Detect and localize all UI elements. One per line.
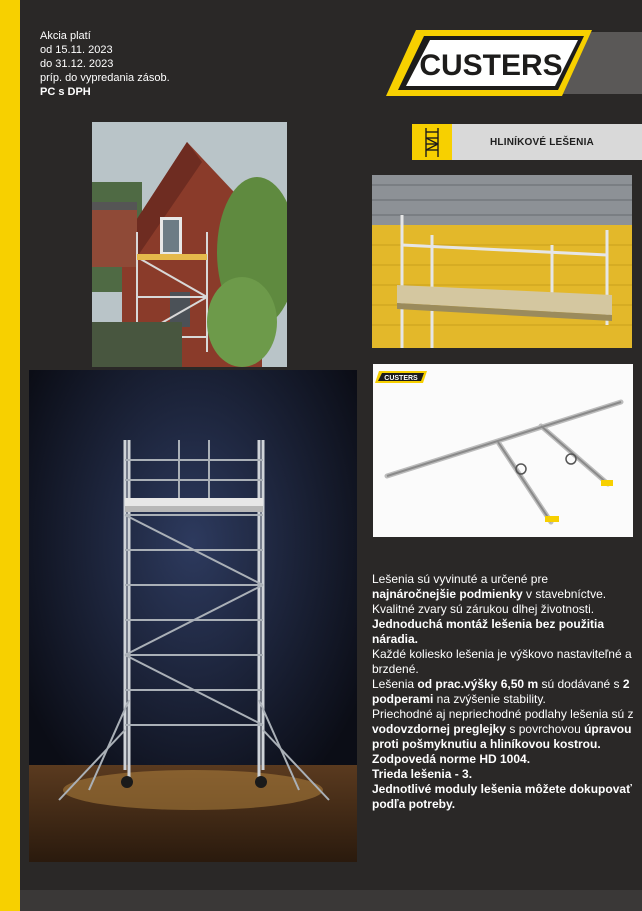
desc-paragraph-6 xyxy=(372,707,634,752)
desc-paragraph-1 xyxy=(372,572,634,602)
small-logo-text: CUSTERS xyxy=(384,375,418,382)
category-label: HLINÍKOVÉ LEŠENIA xyxy=(490,137,594,148)
desc-s2: najnáročnejšie podmienky xyxy=(372,587,523,601)
yellow-wall-scaffold-photo xyxy=(372,175,632,348)
desc-s16: Zodpovedá norme HD 1004. xyxy=(372,752,531,766)
footer-band xyxy=(20,890,642,911)
desc-s14: s povrchovou xyxy=(506,722,585,736)
desc-s11: na zvýšenie stability. xyxy=(433,692,546,706)
desc-s6: Každé koliesko lešenia je výškovo nastaviteľné a brzdené. xyxy=(372,647,632,676)
desc-paragraph-5 xyxy=(372,677,634,707)
desc-s4: Kvalitné zvary sú zárukou dlhej životnosti. xyxy=(372,602,595,616)
promo-line-2: od 15.11. 2023 xyxy=(40,44,113,56)
custers-logo xyxy=(386,30,592,96)
main-scaffold-photo xyxy=(29,370,357,862)
desc-s8: od prac.výšky 6,50 m xyxy=(417,677,539,691)
category-tab xyxy=(412,124,452,160)
promo-line-1: Akcia platí xyxy=(40,30,91,42)
house-scaffold-photo xyxy=(92,122,287,367)
desc-s12: Priechodné aj nepriechodné podlahy lešenia sú z xyxy=(372,707,634,721)
desc-s3: v stavebníctve. xyxy=(522,587,607,601)
promo-validity xyxy=(40,29,170,99)
desc-s17: Trieda lešenia - 3. xyxy=(372,767,473,781)
desc-s10: 2 podperami xyxy=(372,677,630,706)
desc-s18: Jednotlivé moduly lešenia môžete dokupovať podľa potreby. xyxy=(372,782,632,811)
promo-line-4: príp. do vypredania zásob. xyxy=(40,72,170,84)
promo-line-3: do 31.12. 2023 xyxy=(40,58,114,70)
desc-s1: Lešenia sú vyvinuté a určené pre xyxy=(372,572,549,586)
promo-line-5: PC s DPH xyxy=(40,86,91,98)
desc-s15: úpravou proti pošmyknutiu a hliníkovou kostrou. xyxy=(372,722,632,751)
yellow-side-bar xyxy=(0,0,20,911)
product-description xyxy=(372,572,634,812)
outrigger-product-photo xyxy=(373,364,633,537)
logo-text: CUSTERS xyxy=(419,49,563,82)
desc-s9: sú dodávané s xyxy=(538,677,623,691)
desc-s5: Jednoduchá montáž lešenia bez použitia náradia. xyxy=(372,617,605,646)
desc-s13: vodovzdornej preglejky xyxy=(372,722,507,736)
scaffold-icon xyxy=(412,124,452,160)
desc-s7: Lešenia xyxy=(372,677,418,691)
